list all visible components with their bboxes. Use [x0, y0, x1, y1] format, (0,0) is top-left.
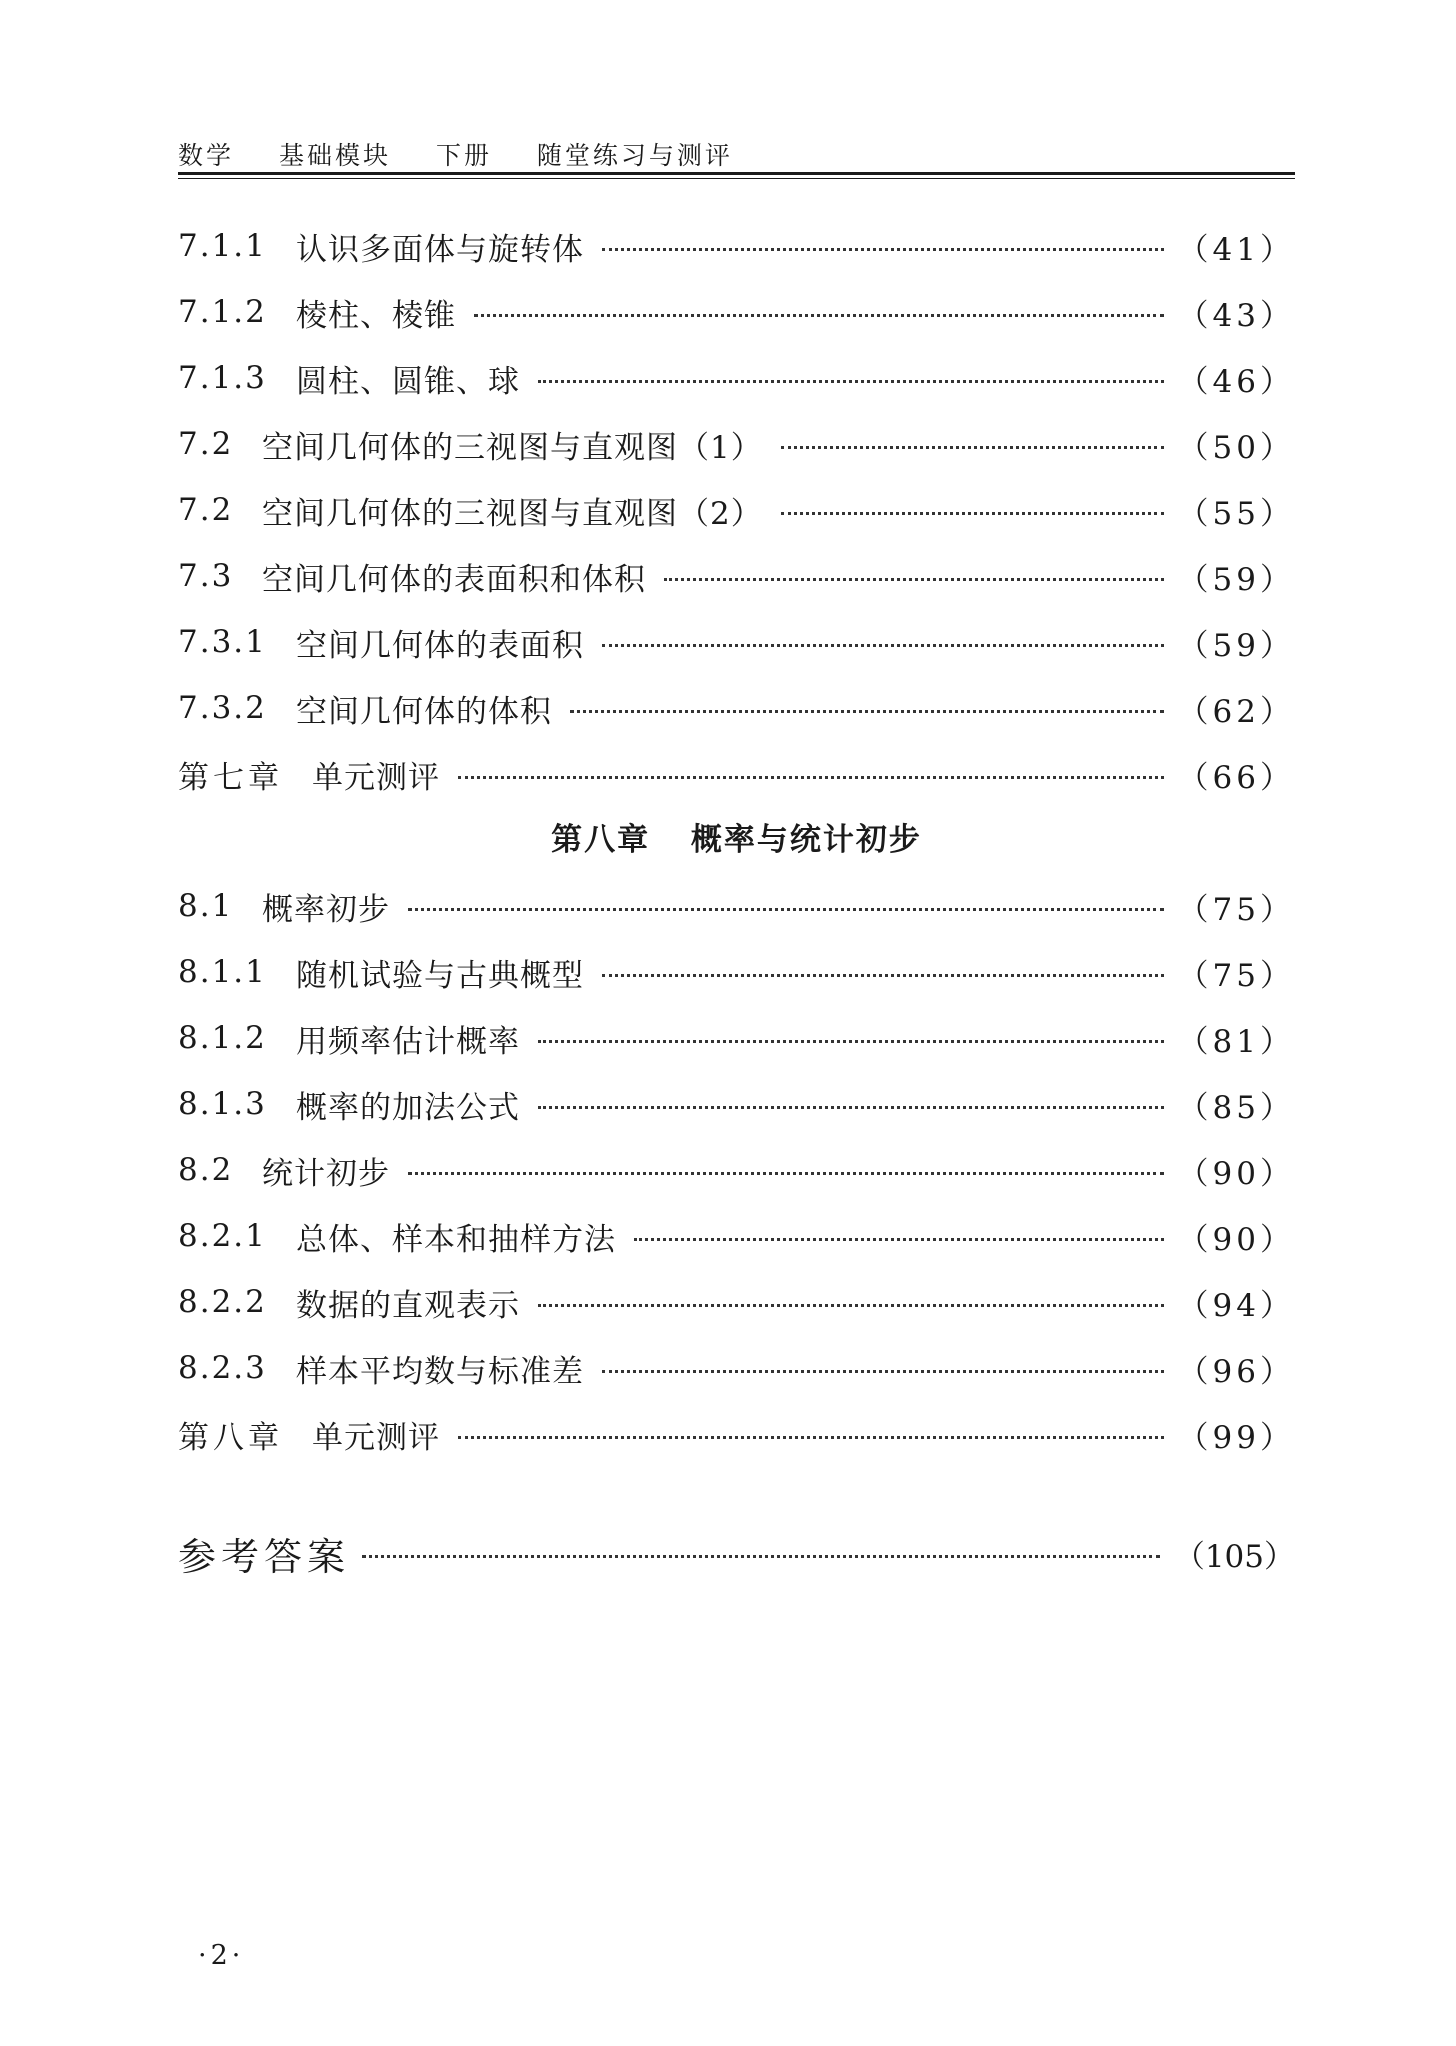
leader-dots: [538, 1040, 1164, 1043]
leader-dots: [474, 314, 1164, 317]
toc-entry-number: 8.2.2: [178, 1284, 267, 1320]
toc-entry-page: （81）: [1177, 1023, 1295, 1060]
toc-entry[interactable]: [178, 1005, 1295, 1071]
toc-entry[interactable]: [178, 345, 1295, 411]
header-book-title: 随堂练习与测评: [536, 141, 733, 170]
leader-dots: [781, 512, 1164, 515]
toc-entry-number: 8.1.1: [178, 954, 267, 990]
toc-entry-title: 棱柱、棱锥: [296, 297, 456, 334]
toc-entry-title: 空间几何体的表面积和体积: [262, 561, 646, 598]
toc-entry-title: 概率初步: [262, 891, 390, 928]
toc-entry[interactable]: [178, 1269, 1295, 1335]
toc-entry-page: （46）: [1177, 363, 1295, 400]
toc-entry[interactable]: [178, 543, 1295, 609]
toc-entry-page: （99）: [1177, 1419, 1295, 1456]
toc-chapter7-entries: [178, 213, 1295, 807]
toc-entry-number: 7.1.2: [178, 294, 267, 330]
toc-entry[interactable]: [178, 675, 1295, 741]
toc-entry-answers[interactable]: [178, 1523, 1295, 1583]
toc-entry[interactable]: [178, 1203, 1295, 1269]
header-rule-thick: [178, 172, 1295, 175]
header-subject: 数学: [178, 141, 235, 170]
answers-page: （105）: [1173, 1538, 1295, 1575]
toc-entry-number: 8.2: [178, 1152, 234, 1188]
toc-entry[interactable]: [178, 741, 1295, 807]
toc-entry-number: 7.1.3: [178, 360, 267, 396]
toc-entry-page: （62）: [1177, 693, 1295, 730]
toc-entry-page: （90）: [1177, 1221, 1295, 1258]
toc-entry[interactable]: [178, 1401, 1295, 1467]
leader-dots: [408, 1172, 1164, 1175]
toc-entry-title: 样本平均数与标准差: [296, 1353, 584, 1390]
chapter8-label: 第八章: [551, 822, 651, 858]
toc-entry-title: 统计初步: [262, 1155, 390, 1192]
table-of-contents: [178, 213, 1295, 1467]
toc-entry-title: 随机试验与古典概型: [296, 957, 584, 994]
toc-entry-page: （96）: [1177, 1353, 1295, 1390]
toc-entry-title: 认识多面体与旋转体: [296, 231, 584, 268]
leader-dots: [538, 1304, 1164, 1307]
leader-dots: [602, 644, 1164, 647]
toc-entry[interactable]: [178, 609, 1295, 675]
toc-entry-title: 空间几何体的表面积: [296, 627, 584, 664]
toc-entry-page: （41）: [1177, 231, 1295, 268]
toc-entry[interactable]: [178, 411, 1295, 477]
leader-dots: [664, 578, 1164, 581]
toc-entry-page: （75）: [1177, 957, 1295, 994]
toc-entry[interactable]: [178, 873, 1295, 939]
toc-entry-number: 8.2.1: [178, 1218, 267, 1254]
toc-entry-page: （43）: [1177, 297, 1295, 334]
leader-dots: [781, 446, 1164, 449]
toc-entry-number: 第八章: [178, 1419, 283, 1456]
toc-entry-number: 7.2: [178, 492, 234, 528]
toc-entry-title: 概率的加法公式: [296, 1089, 520, 1126]
toc-entry-number: 第七章: [178, 759, 283, 796]
leader-dots: [538, 380, 1164, 383]
toc-entry-number: 7.3.2: [178, 690, 267, 726]
toc-entry-page: （66）: [1177, 759, 1295, 796]
toc-entry-title: 空间几何体的三视图与直观图（2）: [262, 495, 763, 532]
toc-entry-page: （85）: [1177, 1089, 1295, 1126]
page-number: ·2·: [198, 1940, 245, 1971]
leader-dots: [602, 248, 1164, 251]
leader-dots: [408, 908, 1164, 911]
toc-entry-number: 8.2.3: [178, 1350, 267, 1386]
leader-dots: [570, 710, 1164, 713]
leader-dots: [362, 1555, 1160, 1558]
toc-entry[interactable]: [178, 213, 1295, 279]
leader-dots: [602, 974, 1164, 977]
toc-entry-page: （75）: [1177, 891, 1295, 928]
toc-entry-number: 7.3.1: [178, 624, 267, 660]
header-volume: 下册: [435, 141, 492, 170]
toc-entry-title: 用频率估计概率: [296, 1023, 520, 1060]
leader-dots: [634, 1238, 1164, 1241]
toc-chapter8-entries: [178, 873, 1295, 1467]
toc-entry-page: （59）: [1177, 627, 1295, 664]
toc-entry-title: 空间几何体的体积: [296, 693, 552, 730]
toc-entry-title: 单元测评: [312, 1419, 440, 1456]
toc-entry-page: （59）: [1177, 561, 1295, 598]
toc-entry-number: 7.3: [178, 558, 234, 594]
toc-entry-number: 7.1.1: [178, 228, 267, 264]
toc-entry[interactable]: [178, 1071, 1295, 1137]
toc-entry-title: 空间几何体的三视图与直观图（1）: [262, 429, 763, 466]
toc-entry[interactable]: [178, 1335, 1295, 1401]
toc-entry-page: （55）: [1177, 495, 1295, 532]
leader-dots: [538, 1106, 1164, 1109]
toc-entry-page: （94）: [1177, 1287, 1295, 1324]
toc-entry-number: 8.1.2: [178, 1020, 267, 1056]
toc-entry-number: 7.2: [178, 426, 234, 462]
toc-entry-title: 数据的直观表示: [296, 1287, 520, 1324]
toc-entry-title: 单元测评: [312, 759, 440, 796]
toc-entry-number: 8.1.3: [178, 1086, 267, 1122]
toc-entry[interactable]: [178, 939, 1295, 1005]
toc-entry-title: 总体、样本和抽样方法: [296, 1221, 616, 1258]
toc-entry[interactable]: [178, 279, 1295, 345]
toc-entry[interactable]: [178, 1137, 1295, 1203]
chapter8-heading: [178, 807, 1295, 873]
header-module: 基础模块: [278, 141, 391, 170]
toc-entry-number: 8.1: [178, 888, 234, 924]
toc-entry-page: （90）: [1177, 1155, 1295, 1192]
header-rule-thin: [178, 178, 1295, 179]
leader-dots: [602, 1370, 1164, 1373]
toc-entry-title: 圆柱、圆锥、球: [296, 363, 520, 400]
toc-entry[interactable]: [178, 477, 1295, 543]
running-header: [178, 138, 1295, 174]
chapter8-title: 概率与统计初步: [690, 822, 922, 858]
leader-dots: [458, 1436, 1164, 1439]
leader-dots: [458, 776, 1164, 779]
toc-entry-page: （50）: [1177, 429, 1295, 466]
answers-title: 参考答案: [178, 1534, 351, 1579]
